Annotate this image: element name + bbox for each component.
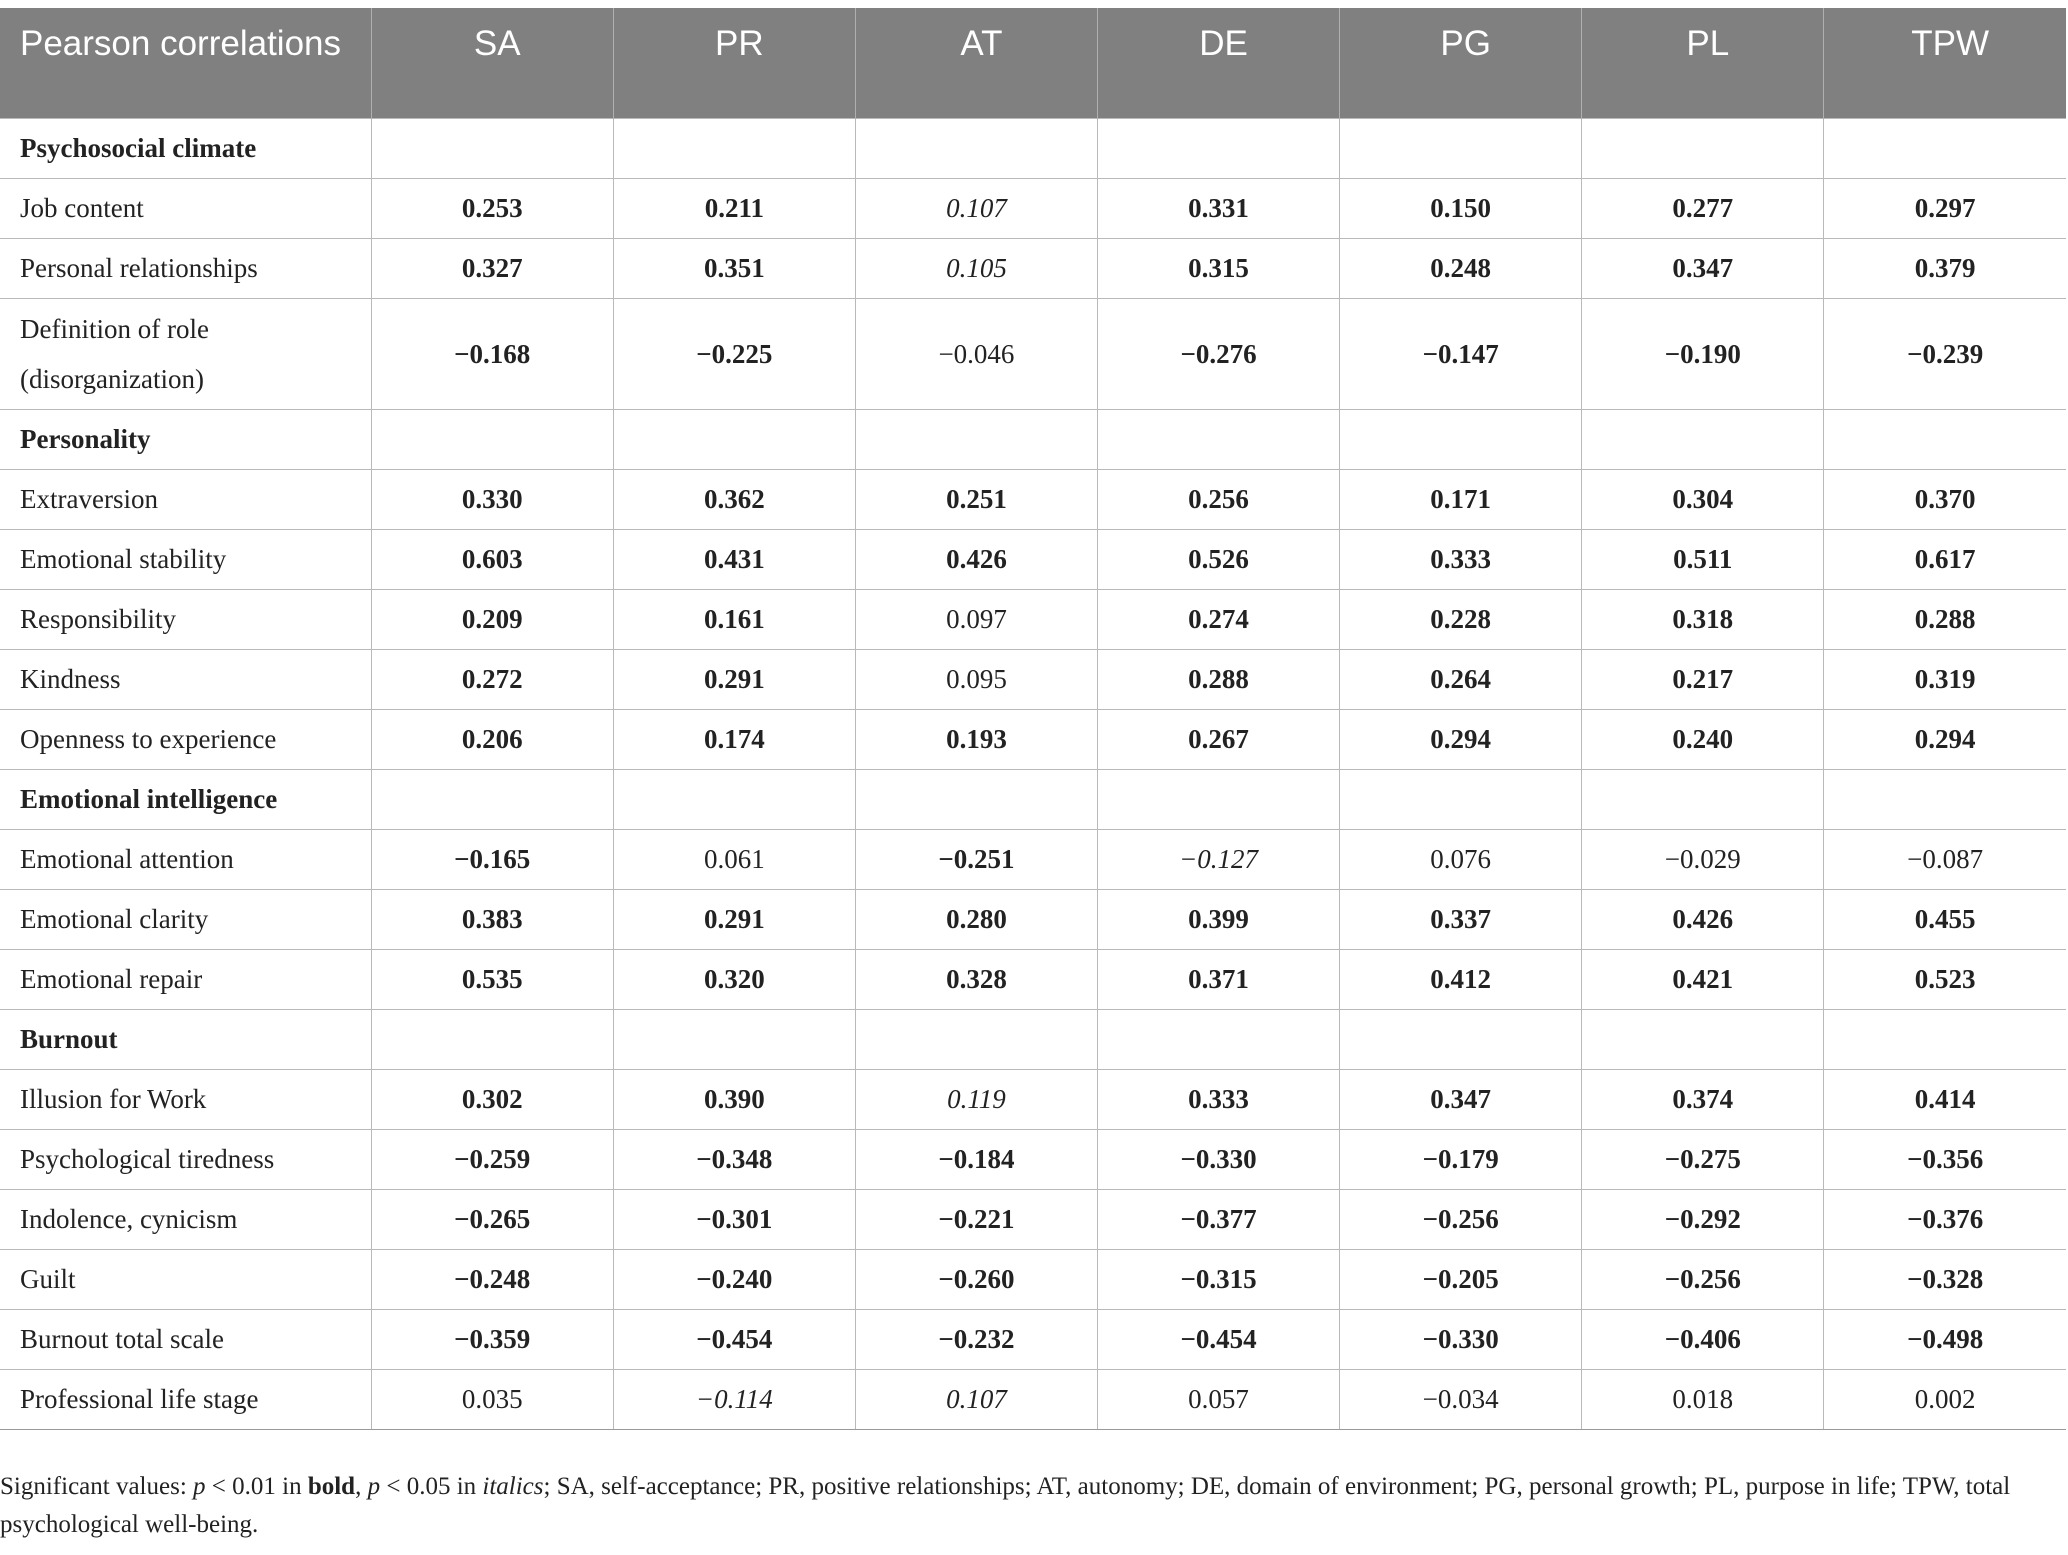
correlation-cell: 0.603 [371, 529, 613, 589]
correlation-cell: −0.240 [613, 1249, 855, 1309]
column-header: PG [1340, 8, 1582, 118]
correlation-cell: 0.414 [1824, 1069, 2066, 1129]
empty-cell [613, 769, 855, 829]
row-label: Openness to experience [0, 709, 371, 769]
footnote-italic-word: italics [482, 1473, 544, 1500]
empty-cell [1582, 1009, 1824, 1069]
empty-cell [1582, 409, 1824, 469]
correlation-cell: −0.315 [1098, 1249, 1340, 1309]
empty-cell [1824, 769, 2066, 829]
correlation-cell: 0.240 [1582, 709, 1824, 769]
section-label: Burnout [0, 1009, 371, 1069]
table-row [0, 1069, 2066, 1129]
correlation-cell: −0.377 [1098, 1189, 1340, 1249]
empty-cell [1824, 1009, 2066, 1069]
correlation-cell: 0.328 [855, 949, 1097, 1009]
correlation-cell: −0.046 [855, 298, 1097, 409]
correlation-cell: −0.330 [1340, 1309, 1582, 1369]
correlation-cell: 0.302 [371, 1069, 613, 1129]
correlation-cell: −0.348 [613, 1129, 855, 1189]
correlation-cell: 0.371 [1098, 949, 1340, 1009]
correlation-cell: −0.029 [1582, 829, 1824, 889]
row-label: Emotional clarity [0, 889, 371, 949]
correlation-cell: 0.002 [1824, 1369, 2066, 1429]
correlation-cell: 0.617 [1824, 529, 2066, 589]
correlation-cell: −0.179 [1340, 1129, 1582, 1189]
correlation-cell: −0.205 [1340, 1249, 1582, 1309]
row-label: Professional life stage [0, 1369, 371, 1429]
empty-cell [1582, 769, 1824, 829]
correlation-cell: −0.292 [1582, 1189, 1824, 1249]
correlation-cell: −0.376 [1824, 1189, 2066, 1249]
correlation-cell: −0.114 [613, 1369, 855, 1429]
correlation-cell: 0.383 [371, 889, 613, 949]
table-row [0, 1129, 2066, 1189]
correlation-cell: 0.253 [371, 178, 613, 238]
correlation-cell: 0.337 [1340, 889, 1582, 949]
table-row [0, 1249, 2066, 1309]
correlation-cell: −0.221 [855, 1189, 1097, 1249]
section-header-row [0, 769, 2066, 829]
empty-cell [1098, 769, 1340, 829]
correlation-cell: 0.057 [1098, 1369, 1340, 1429]
corner-header: Pearson correlations [0, 8, 371, 118]
correlation-cell: 0.347 [1582, 238, 1824, 298]
correlation-cell: −0.260 [855, 1249, 1097, 1309]
footnote-threshold-1: < 0.01 in [205, 1473, 308, 1500]
empty-cell [371, 1009, 613, 1069]
correlation-cell: 0.095 [855, 649, 1097, 709]
correlation-cell: 0.327 [371, 238, 613, 298]
empty-cell [371, 769, 613, 829]
correlation-cell: 0.107 [855, 178, 1097, 238]
correlation-cell: 0.318 [1582, 589, 1824, 649]
row-label: Emotional stability [0, 529, 371, 589]
correlation-cell: −0.330 [1098, 1129, 1340, 1189]
correlation-cell: 0.294 [1340, 709, 1582, 769]
correlation-cell: 0.150 [1340, 178, 1582, 238]
correlation-cell: 0.347 [1340, 1069, 1582, 1129]
correlation-cell: 0.267 [1098, 709, 1340, 769]
column-header: PR [613, 8, 855, 118]
correlation-cell: −0.232 [855, 1309, 1097, 1369]
row-label: Kindness [0, 649, 371, 709]
empty-cell [613, 118, 855, 178]
column-header: SA [371, 8, 613, 118]
correlation-cell: −0.498 [1824, 1309, 2066, 1369]
correlation-cell: 0.319 [1824, 649, 2066, 709]
table-row [0, 889, 2066, 949]
correlation-table-container [0, 8, 2066, 1430]
correlation-cell: 0.390 [613, 1069, 855, 1129]
correlation-cell: 0.426 [855, 529, 1097, 589]
empty-cell [1098, 118, 1340, 178]
correlation-cell: −0.225 [613, 298, 855, 409]
correlation-cell: 0.294 [1824, 709, 2066, 769]
correlation-cell: −0.087 [1824, 829, 2066, 889]
correlation-cell: 0.209 [371, 589, 613, 649]
empty-cell [855, 1009, 1097, 1069]
column-header: AT [855, 8, 1097, 118]
correlation-cell: −0.251 [855, 829, 1097, 889]
correlation-cell: 0.523 [1824, 949, 2066, 1009]
section-header-row [0, 409, 2066, 469]
header-row [0, 8, 2066, 118]
correlation-cell: 0.277 [1582, 178, 1824, 238]
table-row [0, 949, 2066, 1009]
correlation-cell: 0.333 [1340, 529, 1582, 589]
correlation-cell: −0.127 [1098, 829, 1340, 889]
correlation-cell: 0.206 [371, 709, 613, 769]
correlation-cell: 0.370 [1824, 469, 2066, 529]
empty-cell [613, 1009, 855, 1069]
correlation-cell: 0.119 [855, 1069, 1097, 1129]
empty-cell [1098, 409, 1340, 469]
table-row [0, 649, 2066, 709]
row-label: Extraversion [0, 469, 371, 529]
empty-cell [1824, 118, 2066, 178]
empty-cell [613, 409, 855, 469]
section-header-row [0, 1009, 2066, 1069]
correlation-cell: −0.275 [1582, 1129, 1824, 1189]
table-row [0, 589, 2066, 649]
section-label: Personality [0, 409, 371, 469]
correlation-cell: 0.105 [855, 238, 1097, 298]
footnote-separator: , [355, 1473, 368, 1500]
correlation-cell: −0.328 [1824, 1249, 2066, 1309]
table-row [0, 709, 2066, 769]
correlation-cell: 0.264 [1340, 649, 1582, 709]
correlation-cell: 0.217 [1582, 649, 1824, 709]
empty-cell [1340, 118, 1582, 178]
table-row [0, 1369, 2066, 1429]
correlation-cell: 0.256 [1098, 469, 1340, 529]
footnote-bold-word: bold [307, 1473, 356, 1500]
correlation-cell: 0.351 [613, 238, 855, 298]
correlation-cell: 0.107 [855, 1369, 1097, 1429]
empty-cell [1340, 769, 1582, 829]
empty-cell [1098, 1009, 1340, 1069]
correlation-cell: 0.455 [1824, 889, 2066, 949]
correlation-cell: 0.330 [371, 469, 613, 529]
correlation-cell: 0.291 [613, 649, 855, 709]
correlation-cell: 0.426 [1582, 889, 1824, 949]
correlation-cell: −0.147 [1340, 298, 1582, 409]
table-row [0, 178, 2066, 238]
correlation-cell: −0.356 [1824, 1129, 2066, 1189]
correlation-cell: 0.362 [613, 469, 855, 529]
correlation-cell: −0.256 [1340, 1189, 1582, 1249]
correlation-cell: −0.034 [1340, 1369, 1582, 1429]
footnote-p-symbol: p [193, 1473, 206, 1500]
correlation-cell: −0.454 [1098, 1309, 1340, 1369]
correlation-cell: −0.406 [1582, 1309, 1824, 1369]
correlation-cell: −0.248 [371, 1249, 613, 1309]
row-label: Personal relationships [0, 238, 371, 298]
correlation-cell: 0.035 [371, 1369, 613, 1429]
empty-cell [1340, 409, 1582, 469]
correlation-cell: −0.265 [371, 1189, 613, 1249]
row-label: Burnout total scale [0, 1309, 371, 1369]
row-label: Psychological tiredness [0, 1129, 371, 1189]
table-row [0, 1309, 2066, 1369]
correlation-cell: 0.399 [1098, 889, 1340, 949]
empty-cell [855, 118, 1097, 178]
correlation-cell: 0.248 [1340, 238, 1582, 298]
row-label: Job content [0, 178, 371, 238]
row-label: Emotional repair [0, 949, 371, 1009]
row-label: Illusion for Work [0, 1069, 371, 1129]
table-row [0, 829, 2066, 889]
correlation-cell: 0.076 [1340, 829, 1582, 889]
correlation-cell: −0.168 [371, 298, 613, 409]
correlation-cell: −0.259 [371, 1129, 613, 1189]
correlation-cell: 0.315 [1098, 238, 1340, 298]
correlation-cell: −0.190 [1582, 298, 1824, 409]
correlation-cell: 0.320 [613, 949, 855, 1009]
row-label: Emotional attention [0, 829, 371, 889]
correlation-cell: −0.301 [613, 1189, 855, 1249]
correlation-cell: −0.165 [371, 829, 613, 889]
table-row [0, 1189, 2066, 1249]
correlation-cell: 0.304 [1582, 469, 1824, 529]
correlation-cell: 0.333 [1098, 1069, 1340, 1129]
correlation-cell: 0.228 [1340, 589, 1582, 649]
column-header: TPW [1824, 8, 2066, 118]
correlation-cell: −0.256 [1582, 1249, 1824, 1309]
correlation-cell: 0.526 [1098, 529, 1340, 589]
empty-cell [371, 409, 613, 469]
correlation-cell: −0.276 [1098, 298, 1340, 409]
footnote-abbreviations: ; SA, self-acceptance; PR, positive relationships; AT, autonomy; DE, domain of environment; PG, personal growth; PL, purpose in life; TPW, total psychological well-being. [0, 1473, 2011, 1538]
empty-cell [855, 409, 1097, 469]
empty-cell [1824, 409, 2066, 469]
correlation-cell: 0.211 [613, 178, 855, 238]
correlation-cell: 0.421 [1582, 949, 1824, 1009]
correlation-cell: 0.412 [1340, 949, 1582, 1009]
table-row [0, 529, 2066, 589]
correlation-cell: −0.184 [855, 1129, 1097, 1189]
row-label: Responsibility [0, 589, 371, 649]
row-label: Definition of role (disorganization) [0, 298, 371, 409]
correlation-cell: 0.291 [613, 889, 855, 949]
correlation-cell: −0.454 [613, 1309, 855, 1369]
table-row [0, 298, 2066, 409]
correlation-cell: 0.331 [1098, 178, 1340, 238]
correlation-cell: 0.511 [1582, 529, 1824, 589]
column-header: DE [1098, 8, 1340, 118]
correlation-cell: −0.359 [371, 1309, 613, 1369]
footnote-p-symbol: p [367, 1473, 381, 1500]
empty-cell [1340, 1009, 1582, 1069]
correlation-cell: 0.431 [613, 529, 855, 589]
correlation-cell: 0.251 [855, 469, 1097, 529]
row-label: Indolence, cynicism [0, 1189, 371, 1249]
correlation-cell: 0.171 [1340, 469, 1582, 529]
section-label: Emotional intelligence [0, 769, 371, 829]
correlation-cell: 0.097 [855, 589, 1097, 649]
footnote-threshold-2: < 0.05 in [380, 1473, 483, 1500]
row-label: Guilt [0, 1249, 371, 1309]
correlation-cell: 0.379 [1824, 238, 2066, 298]
correlation-cell: 0.297 [1824, 178, 2066, 238]
correlation-cell: 0.161 [613, 589, 855, 649]
correlation-cell: 0.535 [371, 949, 613, 1009]
correlation-cell: 0.288 [1824, 589, 2066, 649]
correlation-cell: 0.288 [1098, 649, 1340, 709]
empty-cell [371, 118, 613, 178]
correlation-cell: 0.374 [1582, 1069, 1824, 1129]
footnote-lead: Significant values: [0, 1473, 194, 1500]
empty-cell [855, 769, 1097, 829]
empty-cell [1582, 118, 1824, 178]
correlation-cell: 0.061 [613, 829, 855, 889]
column-header: PL [1582, 8, 1824, 118]
table-body [0, 118, 2066, 1429]
correlation-cell: 0.193 [855, 709, 1097, 769]
correlation-cell: 0.018 [1582, 1369, 1824, 1429]
table-footnote [0, 1468, 2060, 1544]
correlation-cell: 0.272 [371, 649, 613, 709]
table-row [0, 469, 2066, 529]
table-row [0, 238, 2066, 298]
correlation-cell: −0.239 [1824, 298, 2066, 409]
correlation-table [0, 8, 2066, 1430]
correlation-cell: 0.274 [1098, 589, 1340, 649]
correlation-cell: 0.174 [613, 709, 855, 769]
section-label: Psychosocial climate [0, 118, 371, 178]
correlation-cell: 0.280 [855, 889, 1097, 949]
section-header-row [0, 118, 2066, 178]
